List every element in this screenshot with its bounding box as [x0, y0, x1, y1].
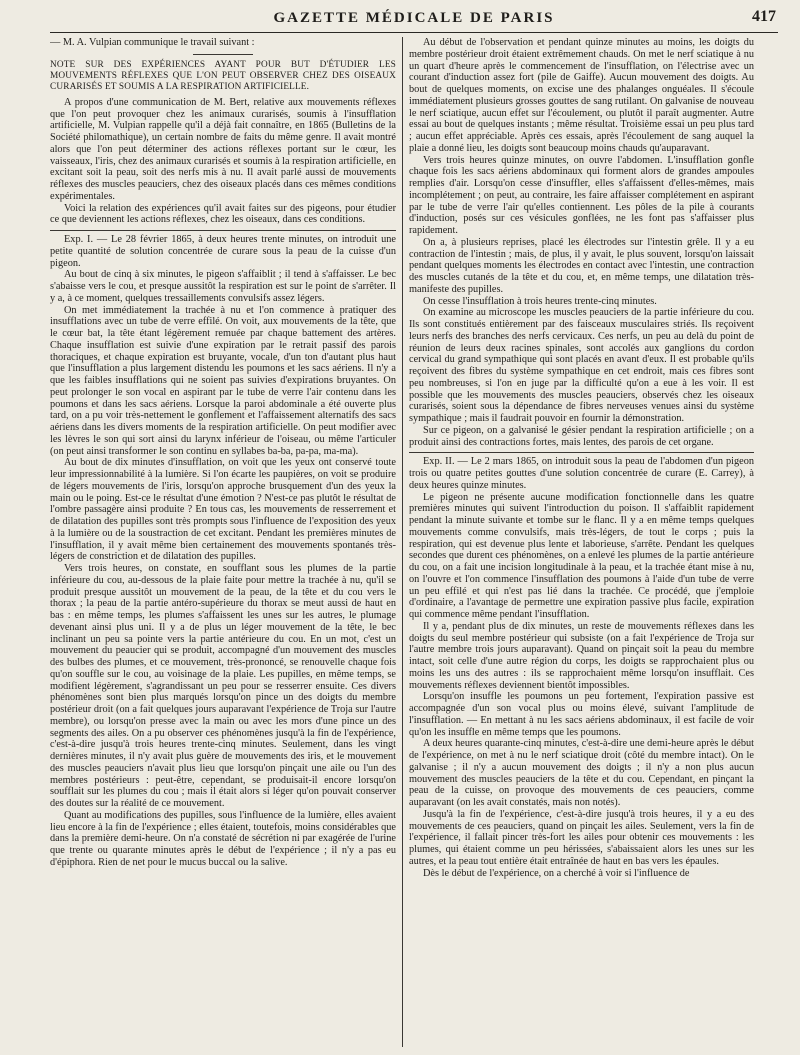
paragraph: Dès le début de l'expérience, on a cherché à voir si l'influence de: [423, 867, 690, 879]
paragraph: A deux heures quarante-cinq minutes, c'est-à-dire une demi-heure après le début de l'expérience, on met à nu le nerf sciatique droit (côté du membre intact). On le galvanise ; il n'y a aucun mouvement des doigts ; il n'y a non plus aucun mouvement des muscles peauciers de la tête et du cou. Cependant, en pinçant la peau de la cuisse, on provoque des mouvements de ces peauciers, comme auparavant (on les avait constatés, mais non notés).: [409, 738, 754, 808]
paragraph: On a, à plusieurs reprises, placé les électrodes sur l'intestin grêle. Il y a eu contraction de l'intestin ; mais, de plus, il y avait, le plus souvent, lorsqu'on laissait pendant quelques moments les électrodes en contact avec l'intestin, une contraction des muscles cutanés de la tête et du cou, et, en même temps, une dilatation très-manifeste des pupilles.: [409, 236, 754, 295]
left-column: [50, 37, 402, 1047]
communication-intro: — M. A. Vulpian communique le travail suivant :: [50, 37, 255, 48]
paragraph: On examine au microscope les muscles peauciers de la partie inférieure du cou. Ils sont constitués entièrement par des faisceaux musculaires striés. Ils reçoivent leurs nerfs des branches des nerfs cervicaux. Ces nerfs, un peu au delà du point de réunion de leurs deux racines spinales, sont accolés aux ganglions du cordon cervical du grand sympathique qui sont placés en avant d'eux. Il est probable qu'ils reçoivent des fibres du système sympathique en cet endroit, mais ces fibres sont peu nombreuses, si l'on en juge par la difficulté qu'on a eue à les voir. Il est possible que les mouvements des muscles peauciers, observés chez les oiseaux curarisés, soient sous la dépendance de fibres nerveuses venues ainsi du système sympathique ; mais il faudrait pouvoir en fournir la démonstration.: [409, 307, 754, 424]
page-header: [50, 8, 778, 33]
paragraph: Le pigeon ne présente aucune modification fonctionnelle dans les quatre premières minutes qui suivent l'introduction du poison. Il s'affaiblit rapidement pendant la minute suivante et tombe sur le flanc. Il y a en même temps quelques mouvements comme convulsifs, mais très-légers, de tout le corps ; puis la respiration, qui est devenue plus lente et laborieuse, s'arrête. Pendant les quelques secondes que durent ces phénomènes, on a enlevé les plumes de la partie antérieure du cou, on a fait une incision longitudinale à la peau, et la trachée étant mise à nu, on l'ouvre et l'on commence l'insufflation des poumons à l'aide d'un tube de verre un peu effilé et qui n'est pas lié dans la trachée. Ce procédé, que j'emploie d'ordinaire, a l'avantage de permettre une expiration passive plus facile, expiration qui commence même pendant l'insufflation.: [409, 491, 754, 620]
paragraph: Au bout de cinq à six minutes, le pigeon s'affaiblit ; il tend à s'affaisser. Le bec s'abaisse vers le cou, et presque aussitôt la respiration est sur le point de s'arrêter. Il y a, à ce moment, quelques tressaillements convulsifs assez légers.: [50, 269, 396, 304]
paragraph: Vers trois heures, on constate, en soufflant sous les plumes de la partie inférieure du cou, au-dessous de la plaie faite pour mettre la trachée à nu, qu'il se produit presque aussitôt un mouvement de la peau, de la tête et du cou vers le thorax ; la peau de la partie antéro-supérieure du thorax se meut aussi de haut en bas : en même temps, les plumes s'affaissent les unes sur les autres, le plumage devenant ainsi plus uni. Il y a de plus un léger mouvement de la tête, le bec inclinant un peu sa pointe vers la partie antérieure du cou. En un mot, c'est un mouvement du peaucier qui se produit, accompagné d'un mouvement des muscles des bulbes des plumes, et ce mouvement, très-prononcé, se renouvelle chaque fois qu'on souffle sur le cou, au voisinage de la plaie. Les pupilles, en même temps, se modifient légèrement, s'agrandissant un peu pour se resserrer ensuite. Ces divers phénomènes sont bien plus marqués lorsqu'on pince un des doigts du membre postérieur droit (on a fait quelques jours auparavant l'expérience de Troja sur l'autre membre), ou lorsqu'on presse avec la main ou avec les mors d'une pince un des segments des ailes. On a pu observer ces phénomènes jusqu'à la fin de l'expérience, c'est-à-dire jusqu'à trois heures trente-cinq minutes. Seulement, dans les vingt dernières minutes, il n'y avait plus guère de mouvements des iris, et le mouvement des muscles peauciers n'avait plus lieu que lorsqu'on pinçait une aile ou l'un des membres postérieurs : peut-être, cependant, se produisait-il encore lorsqu'on soufflait sur les plumes du cou ; mais il était alors si léger qu'on pouvait conserver des doutes sur la réalité de ce mouvement.: [50, 563, 396, 809]
paragraph: Sur ce pigeon, on a galvanisé le gésier pendant la respiration artificielle ; on a produit ainsi des contractions fortes, mais lentes, des parois de cet organe.: [409, 424, 754, 448]
page-number: 417: [752, 8, 776, 25]
section-rule: [409, 452, 754, 453]
journal-title: GAZETTE MÉDICALE DE PARIS: [273, 10, 555, 26]
paragraph: Au début de l'observation et pendant quinze minutes au moins, les doigts du membre postérieur droit étaient extrêmement chauds. On met le nerf sciatique à nu un quart d'heure après le commencement de l'insufflation, on l'électrise avec un courant d'induction assez fort (pile de Gaiffe). Aucun mouvement des doigts. Au bout de quelques moments, on excise une des phalanges onguéales. Il s'écoule immédiatement plusieurs grosses gouttes de sang rutilant. On galvanise de nouveau le nerf sciatique, aucun effet sur l'écoulement, ou plutôt il paraît augmenter. Autre essai au bout de quelques instants ; même résultat. Troisième essai un peu plus tard ; aucun effet appréciable. Après ces essais, après l'écoulement de sang auquel la plaie a donné lieu, les doigts sont beaucoup moins chauds qu'auparavant.: [409, 37, 754, 154]
paragraph: A propos d'une communication de M. Bert, relative aux mouvements réflexes que l'on peut provoquer chez les animaux curarisés, soumis à l'insufflation artificielle, M. Vulpian rappelle qu'il a déjà fait connaître, en 1865 (Bulletins de la Société philomathique), un certain nombre de faits du même genre. Il avait montré alors que l'on peut déterminer des actions réflexes portant sur le cœur, les vaisseaux, l'iris, chez des animaux curarisés et soumis à la respiration artificielle, en excitant soit la peau, soit des nerfs mis à nu. Il avait parlé aussi de mouvements réflexes des muscles peauciers, chez des oiseaux placés dans ces mêmes conditions expérimentales.: [50, 96, 396, 202]
paragraph: Il y a, pendant plus de dix minutes, un reste de mouvements réflexes dans les doigts du seul membre postérieur qui subsiste (on a fait l'expérience de Troja sur l'autre membre trois jours auparavant). Quand on pinçait soit la peau du membre intact, soit celle d'une autre région du corps, les doigts se rapprochaient plus ou moins les uns des autres : ils se rapprochaient même lorsqu'on insufflait. Ces mouvements réflexes deviennent bientôt impossibles.: [409, 620, 754, 691]
paragraph: Voici la relation des expériences qu'il avait faites sur des pigeons, pour étudier ce que deviennent les actions réflexes, chez les oiseaux, dans ces conditions.: [50, 202, 396, 226]
paragraph: On cesse l'insufflation à trois heures trente-cinq minutes.: [423, 295, 657, 307]
two-column-body: [50, 37, 778, 1047]
experiment-heading-paragraph: Exp. II. — Le 2 mars 1865, on introduit sous la peau de l'abdomen d'un pigeon trois ou quatre petites gouttes d'une solution concentrée de curare (E. Carrey), à deux heures quinze minutes.: [409, 456, 754, 491]
paragraph: Quant au modifications des pupilles, sous l'influence de la lumière, elles avaient lieu encore à la fin de l'expérience ; elles étaient, toutefois, moins considérables que dans la première demi-heure. On n'a constaté de sécrétion ni par exagérée de l'urine que trente ou quarante minutes après le début de l'expérience ; il n'y a pas eu d'épiphora. Rien de net pour le mucus buccal ou la salive.: [50, 809, 396, 868]
experiment-heading-paragraph: Exp. I. — Le 28 février 1865, à deux heures trente minutes, on introduit une petite quantité de solution concentrée de curare sous la peau de la cuisse d'un pigeon.: [50, 234, 396, 269]
paragraph: Au bout de dix minutes d'insufflation, on voit que les yeux ont conservé toute leur impressionnabilité à la lumière. Si l'on écarte les paupières, on voit se produire de légers mouvements de l'iris, lorsqu'on approche brusquement d'un des yeux la main ou le poing. Est-ce le résultat d'une émotion ? N'est-ce pas plutôt le résultat de l'ombre passagère ainsi produite ? En tous cas, les mouvements de resserrement et de dilatation des pupilles sont très prompts sous l'influence de l'exposition des yeux à la lumière ou de la soustraction de cet excitant. Pendant les premières minutes de l'insufflation, il y avait même bien certainement des mouvements spontanés très-légers de constriction et de dilatation des pupilles.: [50, 457, 396, 563]
paragraph: Lorsqu'on insuffle les poumons un peu fortement, l'expiration passive est accompagnée d'un son vocal plus ou moins élevé, suivant l'amplitude de l'insufflation. — En mettant à nu les sacs aériens abdominaux, il est facile de voir qu'on les insuffle en même temps que les poumons.: [409, 691, 754, 738]
section-rule: [50, 230, 396, 231]
note-title: NOTE SUR DES EXPÉRIENCES AYANT POUR BUT D'ÉTUDIER LES MOUVEMENTS RÉFLEXES QUE L'ON PEUT OBSERVER CHEZ DES OISEAUX CURARISÉS ET SOUMIS A LA RESPIRATION ARTIFICIELLE.: [50, 59, 396, 92]
paragraph: Vers trois heures quinze minutes, on ouvre l'abdomen. L'insufflation gonfle chaque fois les sacs aériens abdominaux qui forment alors de grandes ampoules remplies d'air. Lorsqu'on cesse d'insuffler, elles s'affaissent d'elles-mêmes, mais incomplétement ; on peut, au contraire, les faire affaisser complétement en aspirant par le tube de verre l'air qu'elles contiennent. Les pôles de la pile à courants d'induction, posés sur ces vésicules gonflées, ne les font pas s'affaisser plus rapidement.: [409, 154, 754, 236]
right-column: [402, 37, 754, 1047]
paragraph: On met immédiatement la trachée à nu et l'on commence à pratiquer des insufflations avec un tube de verre effilé. On voit, aux mouvements de la tête, que le cœur bat, la tête étant légèrement remuée par chaque battement des artères. Chaque insufflation est suivie d'une expiration par le retrait passif des parois thoraciques, et chaque expiration est bruyante, vocale, d'un ton d'autant plus haut que l'insufflation a plus largement distendu les poumons et les sacs aériens. Il n'y a que les faibles insufflations qui ne soient pas suivies d'expirations bruyantes. On peut prolonger le son vocal en aspirant par le tube de verre l'air contenu dans les poumons et dans les sacs aériens. Lorsque la paroi abdominale a été ouverte plus tard, on a pu voir très-nettement le gonflement et l'affaissement alternatifs des sacs aériens dans les divers moments de la respiration artificielle. On peut modifier avec les lèvres le son qui sort ainsi du larynx inférieur de l'oiseau, ou même l'articuler (on peut ainsi transformer le son continu en syllabes ba-ba, pa-pa, ma-ma).: [50, 304, 396, 457]
separator-rule: [193, 54, 253, 55]
paragraph: Jusqu'à la fin de l'expérience, c'est-à-dire jusqu'à trois heures, il y a eu des mouvements de ces peauciers, quand on pinçait les ailes. Seulement, vers la fin de l'expérience, il fallait pincer très-fort les ailes pour obtenir ces mouvements : les plumes, qui étaient comme un peu hérissées, s'abaissaient alors les unes sur les autres, et la peau tout entière était entraînée de haut en bas vers les épaules.: [409, 808, 754, 867]
